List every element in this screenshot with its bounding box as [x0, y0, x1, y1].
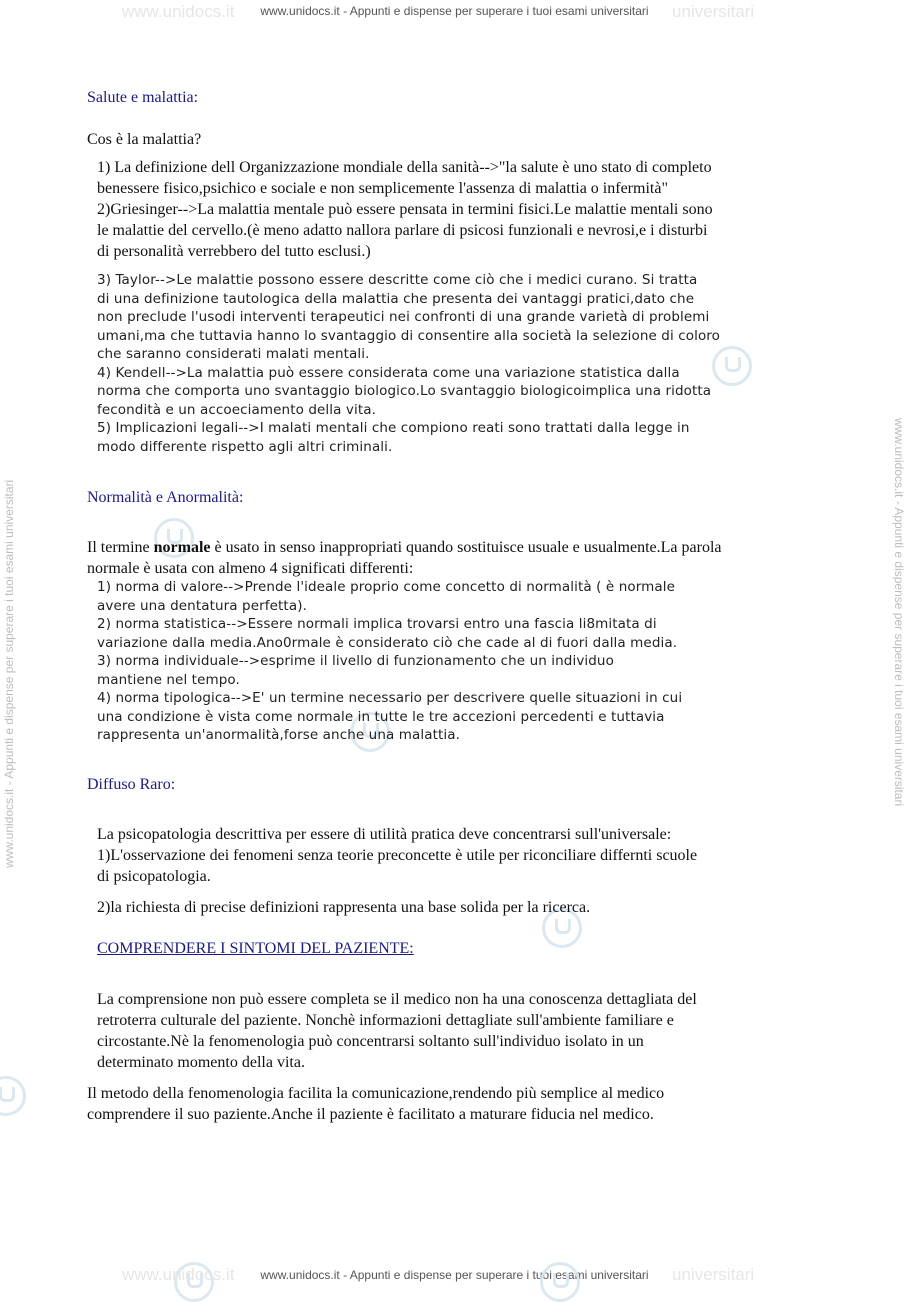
text-line: le malattie del cervello.(è meno adatto nallora parlare di psicosi funzionali e nevrosi,e i disturbi — [97, 222, 708, 239]
text-line: 1)L'osservazione dei fenomeni senza teorie preconcette è utile per riconciliare differnti scuole — [97, 847, 698, 864]
text-line: normale è usata con almeno 4 significati differenti: — [87, 560, 414, 577]
normalita-intro — [87, 537, 722, 579]
text-line: di personalità verrebbero del tutto esclusi.) — [97, 243, 371, 260]
text-line: Il metodo della fenomenologia facilita la comunicazione,rendendo più semplice al medico — [87, 1085, 665, 1102]
normalita-list — [97, 578, 682, 745]
watermark-ghost-right: universitari — [672, 2, 755, 21]
list-item: mantiene nel tempo. — [97, 671, 240, 688]
text-line: fecondità e un accoeciamento della vita. — [97, 401, 376, 418]
definitions-block-2 — [97, 271, 720, 456]
heading-comprendere-link[interactable]: COMPRENDERE I SINTOMI DEL PAZIENTE: — [97, 940, 414, 957]
comprendere-para-1 — [97, 989, 697, 1073]
diffuso-para-2: 2)la richiesta di precise definizioni rappresenta una base solida per la ricerca. — [97, 899, 591, 916]
text-line: umani,ma che tuttavia hanno lo svantaggio di consentire alla società la selezione di coloro — [97, 327, 721, 344]
list-item: 4) norma tipologica-->E' un termine necessario per descrivere quelle situazioni in cui — [97, 690, 683, 706]
text-line: di una definizione tautologica della malattia che presenta dei vantaggi pratici,dato che — [97, 290, 695, 307]
watermark-ghost-left: www.unidocs.it — [122, 2, 235, 21]
text-line: circostante.Nè la fenomenologia può concentrarsi soltanto sull'individuo isolato in un — [97, 1033, 644, 1050]
watermark-footer: www.unidocs.it - Appunti e dispense per superare i tuoi esami universitari — [260, 1268, 649, 1282]
list-item: 3) norma individuale-->esprime il livello di funzionamento che un individuo — [97, 653, 614, 669]
watermark-ghost-right-footer: universitari — [672, 1265, 755, 1284]
heading-salute-malattia: Salute e malattia: — [87, 89, 199, 106]
text-line: 1) La definizione dell Organizzazione mondiale della sanità-->"la salute è uno stato di completo — [97, 159, 712, 176]
definitions-block-1 — [97, 157, 713, 262]
text-line: benessere fisico,psichico e sociale e non semplicemente l'assenza di malattia o infermità" — [97, 180, 668, 197]
text-line: La psicopatologia descrittiva per essere di utilità pratica deve concentrarsi sull'universale: — [97, 826, 672, 843]
text-line: 5) Implicazioni legali-->I malati mentali che compiono reati sono trattati dalla legge in — [97, 420, 690, 436]
list-item: 1) norma di valore-->Prende l'ideale proprio come concetto di normalità ( è normale — [97, 579, 676, 595]
text-line: retroterra culturale del paziente. Nonchè informazioni dettagliate sull'ambiente familiare e — [97, 1012, 674, 1029]
text-fragment: è usato in senso inappropriati quando sostituisce usuale e usualmente.La parola — [210, 539, 722, 556]
text-fragment: Il termine — [87, 539, 154, 556]
watermark-logo-icon — [540, 1262, 580, 1302]
heading-normalita: Normalità e Anormalità: — [87, 489, 244, 506]
comprendere-para-2 — [87, 1083, 664, 1125]
text-line — [87, 537, 722, 558]
text-line: 2)Griesinger-->La malattia mentale può essere pensata in termini fisici.Le malattie mentali sono — [97, 201, 713, 218]
list-item: 2) norma statistica-->Essere normali implica trovarsi entro una fascia li8mitata di — [97, 616, 657, 632]
text-line: determinato momento della vita. — [97, 1054, 305, 1071]
watermark-ghost-left-footer: www.unidocs.it — [122, 1265, 235, 1284]
watermark-side-left: www.unidocs.it - Appunti e dispense per superare i tuoi esami universitari — [2, 479, 16, 868]
text-line: norma che comporta uno svantaggio biologico.Lo svantaggio biologicoimplica una ridotta — [97, 383, 712, 399]
text-line: che saranno considerati malati mentali. — [97, 346, 370, 362]
text-line: La comprensione non può essere completa se il medico non ha una conoscenza dettagliata del — [97, 991, 697, 1008]
list-item: rappresenta un'anormalità,forse anche una malattia. — [97, 727, 461, 743]
watermark-logo-icon — [174, 1262, 214, 1302]
heading-diffuso-raro: Diffuso Raro: — [87, 776, 176, 793]
list-item: avere una dentatura perfetta). — [97, 597, 307, 614]
text-line: modo differente rispetto agli altri criminali. — [97, 438, 393, 455]
text-line: di psicopatologia. — [97, 868, 211, 885]
question-malattia: Cos è la malattia? — [87, 131, 202, 148]
watermark-header: www.unidocs.it - Appunti e dispense per superare i tuoi esami universitari — [260, 4, 649, 18]
watermark-side-right: www.unidocs.it - Appunti e dispense per superare i tuoi esami universitari — [892, 418, 906, 807]
bold-term: normale — [153, 539, 211, 556]
list-item: una condizione è vista come normale in tutte le tre accezioni percedenti e tuttavia — [97, 708, 665, 725]
diffuso-para-1 — [97, 824, 697, 887]
list-item: variazione dalla media.Ano0rmale è considerato ciò che cade al di fuori dalla media. — [97, 634, 678, 651]
text-line: 4) Kendell-->La malattia può essere considerata come una variazione statistica dalla — [97, 364, 680, 381]
text-line: non preclude l'usodi interventi terapeutici nei confronti di una grande varietà di problemi — [97, 309, 710, 325]
text-line: 3) Taylor-->Le malattie possono essere descritte come ciò che i medici curano. Si tratta — [97, 272, 698, 288]
text-line: comprendere il suo paziente.Anche il paziente è facilitato a maturare fiducia nel medico. — [87, 1106, 654, 1123]
watermark-logo-icon — [0, 1076, 26, 1116]
